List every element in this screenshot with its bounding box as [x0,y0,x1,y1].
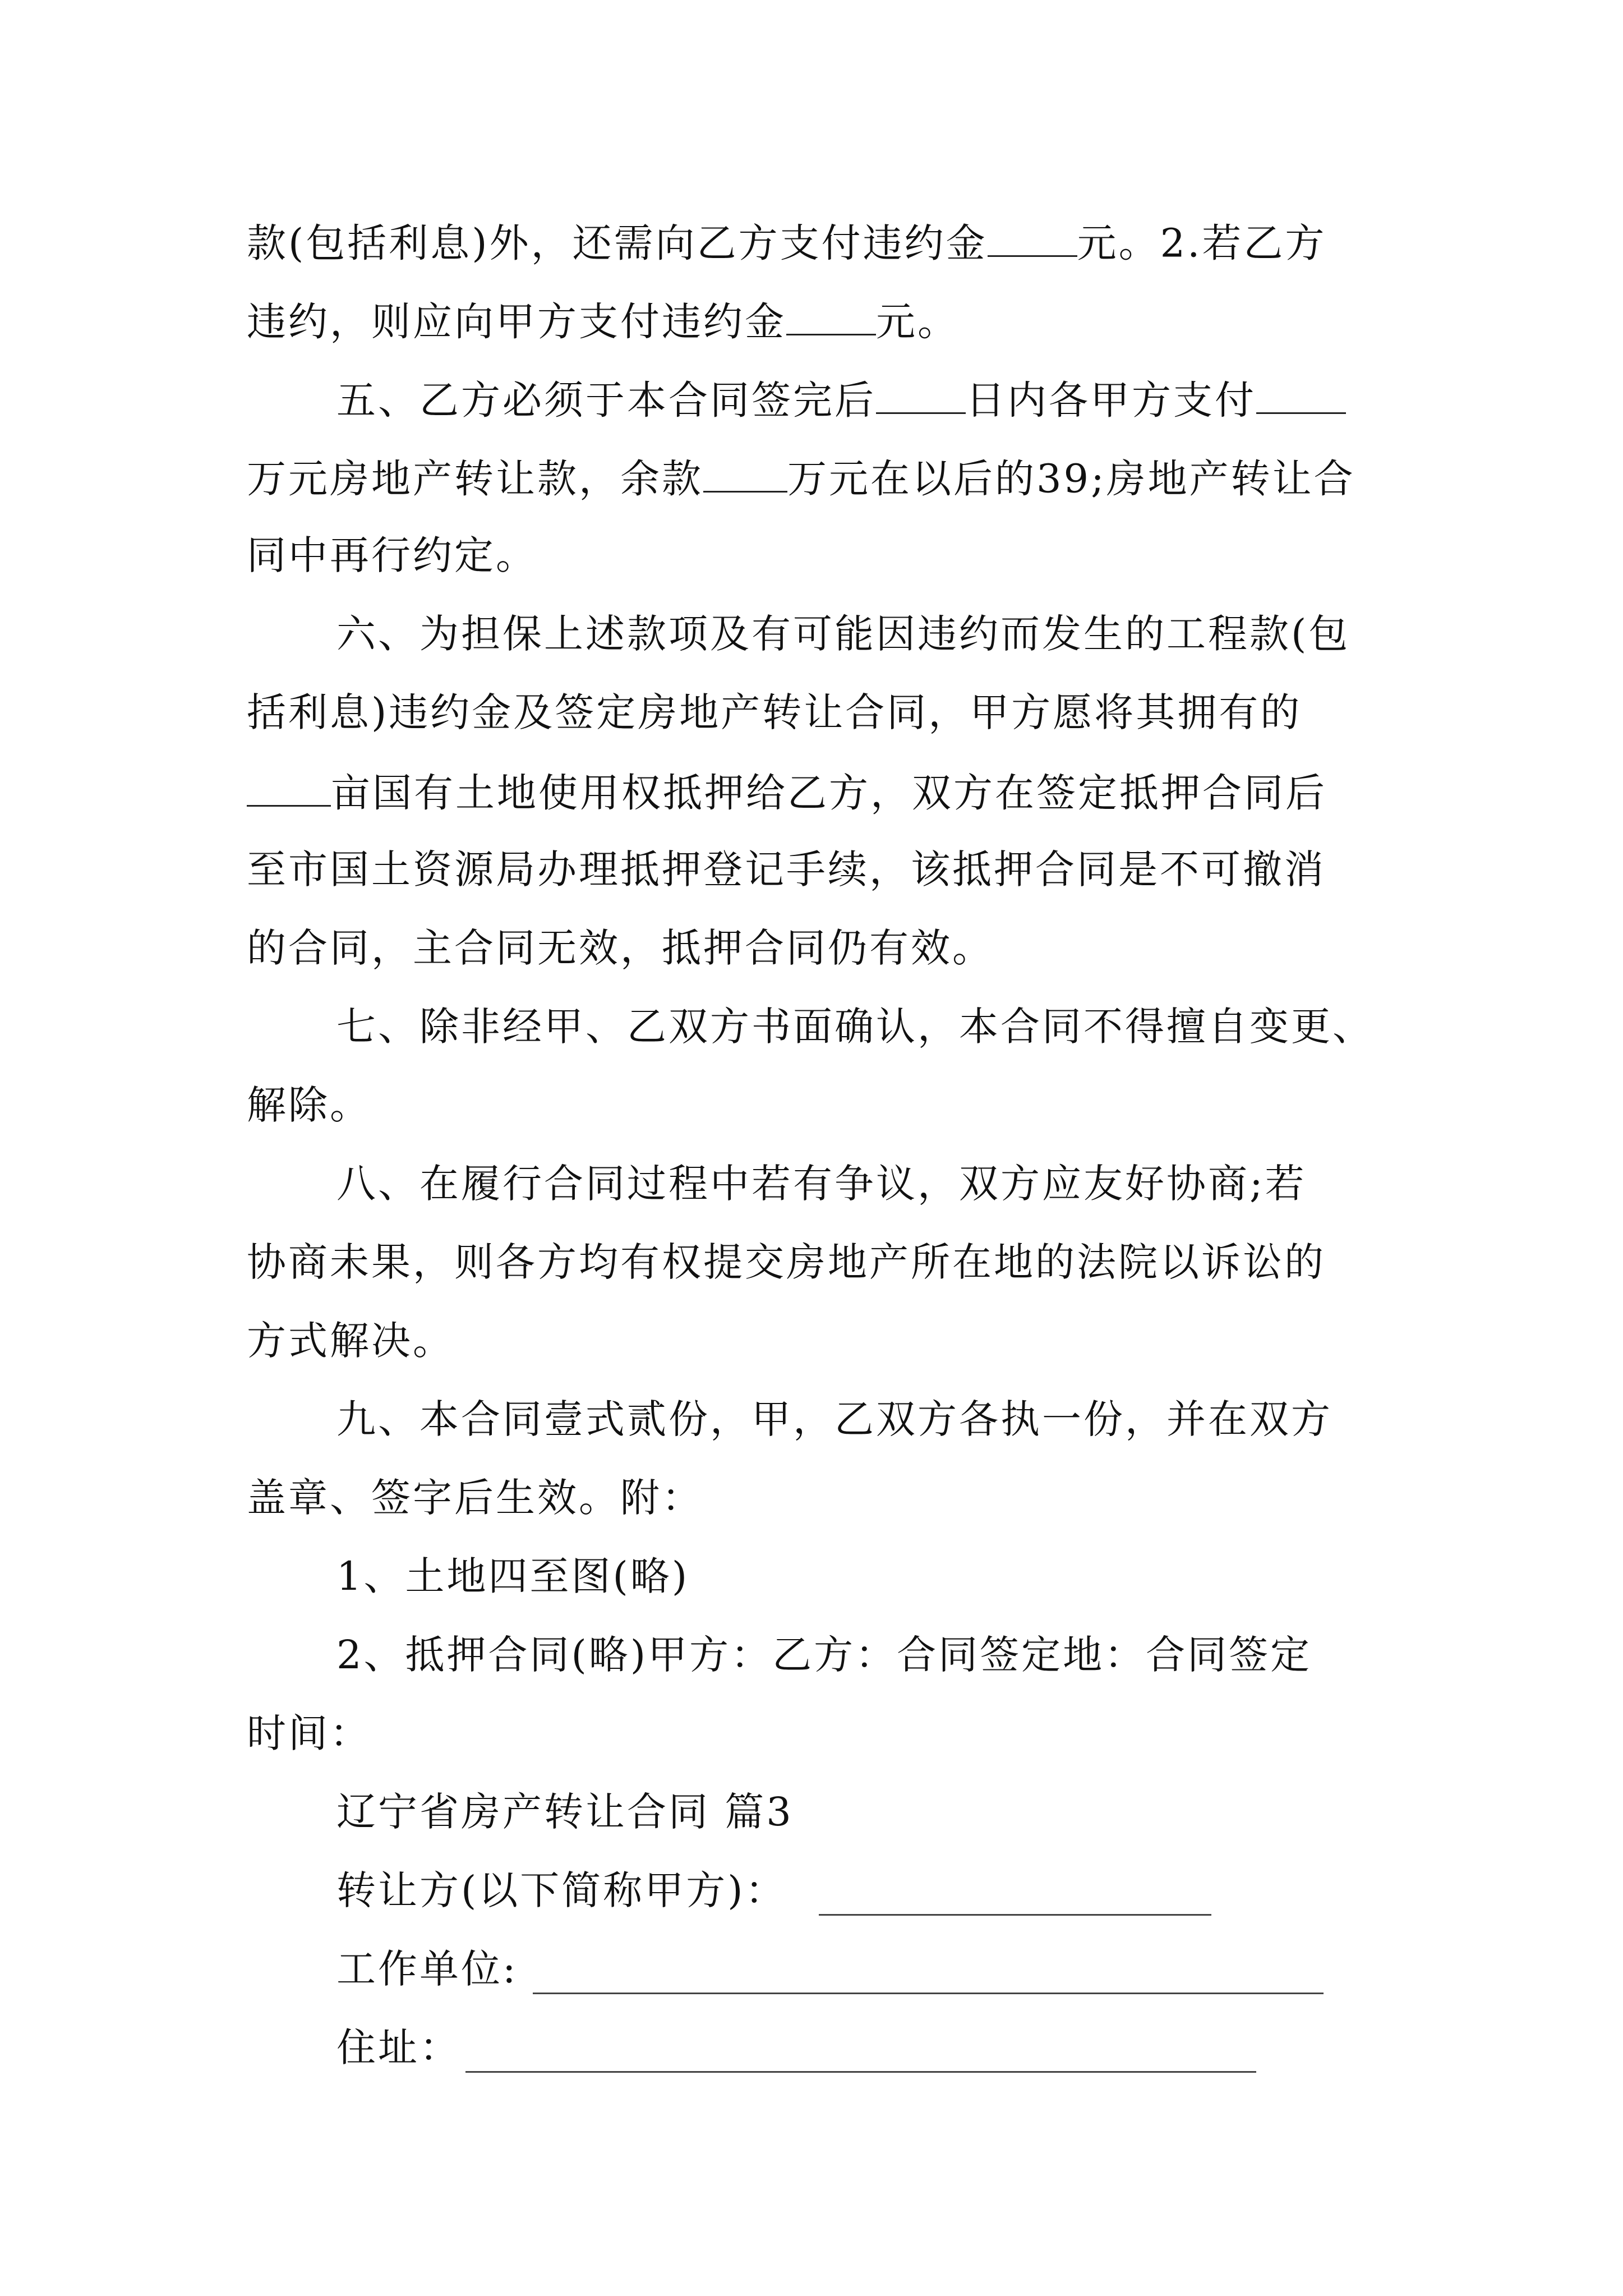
text-line [247,1710,371,1756]
text-segment: 工作单位: [336,1946,518,1992]
text-segment: 万元房地产转让款，余款 [247,455,703,502]
blank-underline [988,222,1077,257]
text-line [247,220,1327,266]
text-line [247,532,537,578]
text-segment: 盖章、签字后生效。附： [247,1475,703,1521]
text-line [336,377,1346,424]
field-label [336,1867,787,1913]
text-line [336,1553,690,1599]
text-segment: 住址： [336,2024,461,2070]
text-segment: 元。2.若乙方 [1077,220,1327,266]
text-segment: 辽宁省房产转让合同 篇3 [336,1789,794,1835]
text-line [247,298,959,345]
fill-in-line [533,1993,1324,1994]
text-segment: 的合同，主合同无效，抵押合同仍有效。 [247,925,994,971]
text-segment: 违约，则应向甲方支付违约金 [247,298,786,345]
text-line [336,1396,1332,1442]
blank-underline [703,457,787,493]
section-heading [336,1789,794,1835]
text-line [247,770,1327,816]
text-line [247,689,1302,735]
text-segment: 款(包括利息)外，还需向乙方支付违约金 [247,220,988,266]
fill-in-line [819,1914,1211,1916]
text-segment: 八、在履行合同过程中若有争议，双方应友好协商;若 [336,1161,1307,1207]
text-line [336,1004,1374,1050]
text-line [336,1161,1307,1207]
text-segment: 解除。 [247,1082,371,1128]
text-segment: 1、土地四至图(略) [336,1553,690,1599]
text-line [247,1318,454,1364]
text-line [247,455,1355,502]
field-label [336,1946,518,1992]
text-segment: 九、本合同壹式贰份，甲，乙双方各执一份，并在双方 [336,1396,1332,1442]
text-segment: 万元在以后的39;房地产转让合 [787,455,1355,502]
text-segment: 方式解决。 [247,1318,454,1364]
fill-in-line [465,2071,1256,2073]
text-line [247,1239,1326,1285]
text-segment: 2、抵押合同(略)甲方：乙方：合同签定地：合同签定 [336,1632,1312,1678]
text-line [247,925,994,971]
text-segment: 五、乙方必须于本合同签完后 [336,377,876,424]
text-line [247,1082,371,1128]
text-line [336,1632,1312,1678]
text-segment: 同中再行约定。 [247,532,537,578]
text-line [247,846,1326,892]
text-segment: 六、为担保上述款项及有可能因违约而发生的工程款(包 [336,611,1350,657]
text-segment: 转让方(以下简称甲方)： [336,1867,787,1913]
text-segment: 协商未果，则各方均有权提交房地产所在地的法院以诉讼的 [247,1239,1326,1285]
text-line [247,1475,703,1521]
text-segment: 括利息)违约金及签定房地产转让合同，甲方愿将其拥有的 [247,689,1302,735]
text-segment: 亩国有土地使用权抵押给乙方，双方在签定抵押合同后 [331,770,1327,816]
blank-underline [876,379,966,414]
text-segment: 日内各甲方支付 [966,377,1256,424]
text-segment: 元。 [876,298,959,345]
blank-underline [247,771,331,807]
text-segment: 至市国土资源局办理抵押登记手续，该抵押合同是不可撤消 [247,846,1326,892]
field-label [336,2024,461,2070]
text-segment: 时间： [247,1710,371,1756]
text-line [336,611,1350,657]
text-segment: 七、除非经甲、乙双方书面确认，本合同不得擅自变更、 [336,1004,1374,1050]
blank-underline [786,300,876,335]
blank-underline [1256,379,1346,414]
